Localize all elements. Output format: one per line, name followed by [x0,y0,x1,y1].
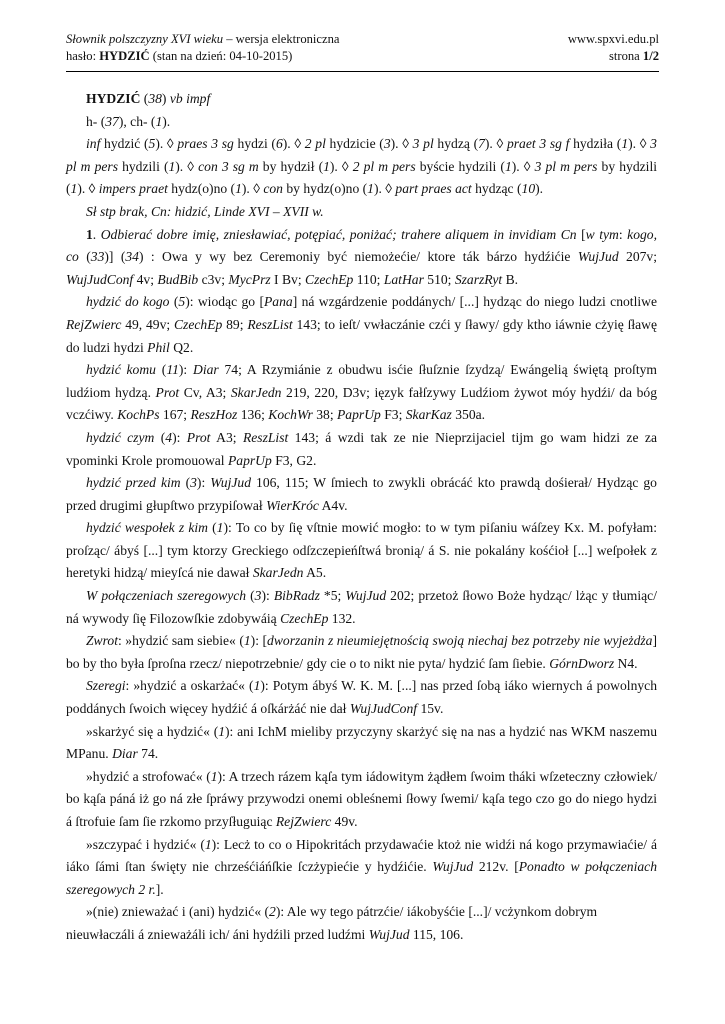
italic-run: inf [86,136,101,152]
italic-run: SkarJedn [230,384,282,400]
text-run: F3, G2. [271,452,317,468]
italic-run: 1 [253,678,261,694]
text-run: F3; [380,407,406,423]
text-run: 49v. [331,814,358,829]
text-run: ]. [155,881,164,897]
text-run: 219, 220, D3v; ięzyk fałſzywy Ludźiom żywot móy hydźi/ da bóg vczćiwy. [66,384,657,423]
entry-paragraph [66,427,657,472]
italic-run: KochPs [117,407,160,423]
text-run: B. [502,271,519,287]
text-run: hydzicie ( [325,136,384,152]
italic-run: ReszHoz [190,407,238,423]
italic-run: 3 pl [412,136,434,152]
text-run: ): [ [250,633,268,649]
text-run: ): To co by ſię vſtnie mowić mogło: to w tym piſaniu wáſzey Kx. M. pofyłam: proſząc/ ábyś [...] tym ktorzy Greckiego odſzczepieńſtwá bronią/ á S. nie pokalány kośćioł [...] weſpołek z heretyki hidzą/ mieyſcá nie dawał [66,520,657,581]
text-run: hydzą ( [433,136,479,152]
italic-run: hydzić do kogo [86,294,170,310]
italic-run: CzechEp [305,271,354,287]
header-left [66,31,340,64]
text-run: 106, 115; W ſmiech to zwykli obrácáć kto prawdą dośierał/ Hydząc go przed drugimi głupſtwo przypiſował [66,475,657,513]
text-run: 4v; [133,271,158,287]
text-run: )] ( [104,249,126,265]
entry-line [66,48,340,65]
italic-run: praet 3 sg f [506,136,570,152]
italic-run: 1 [168,158,176,174]
entry-body [66,88,657,947]
italic-run: praes 3 sg [177,136,234,152]
text-run: ). ◊ [373,181,396,197]
text-run: c3v; [198,271,229,287]
text-run: A3; [210,429,243,445]
text-run: ] ná wzgárdzenie poddánych/ [...] hydząc do niego ludzi cnotliwe [292,294,657,310]
text-run: 49, 49v; [121,316,174,332]
text-run: Cv, A3; [179,384,231,400]
text-run: »hydzić a strofować« ( [86,768,211,784]
text-run: ). ◊ [77,181,99,197]
text-run: hydzili ( [118,158,169,174]
text-run: ( [246,588,255,604]
italic-run: w tym [585,226,619,242]
italic-run: Sł stp brak, Cn: hidzić, Linde XVI – XVII w. [86,203,324,219]
text-run: hydząc ( [471,181,522,197]
italic-run: vb impf [169,91,211,106]
text-run: A4v. [318,497,348,513]
text-run: 89; [222,316,248,332]
italic-run: 2 pl [304,136,326,152]
text-run: hydziła ( [569,136,622,152]
text-run: ). ◊ [282,136,305,152]
text-run: ): Lecż to co o Hipokritách przydawaćie ktoż nie widźi ná kogo przymawiaćie/ á iáko ſámi ſtan święty nie chrześćiáńſkie ſczżypiećie y hydźićie. [66,836,657,875]
italic-run: 3 pl m pers [66,136,657,174]
entry-paragraph [66,675,657,720]
text-run: ( [140,91,149,106]
italic-run: dworzanin z nieumiejętnością swoją niechaj bez potrzeby nie wyjeżdża [267,633,653,649]
italic-run: Zwrot [86,633,118,649]
text-run: 207v; [618,249,657,265]
italic-run: SkarJedn [252,565,304,581]
italic-run: 37 [105,113,119,129]
text-run: ). ◊ [484,136,507,152]
text-run: 132. [328,610,356,626]
italic-run: 1 [367,181,374,197]
text-run: . [92,226,101,242]
italic-run: 34 [125,249,139,265]
text-run: ( [155,362,167,378]
italic-run: 7 [478,136,485,152]
italic-run: Prot [155,384,180,400]
italic-run: hydzić komu [86,362,156,378]
italic-run: CzechEp [280,610,329,626]
italic-run: KochWr [268,407,313,423]
italic-run: PaprUp [337,407,381,423]
italic-run: 1 [210,768,218,784]
site-link[interactable]: www.spxvi.edu.pl [567,32,659,46]
text-run: ): [196,475,211,491]
italic-run: WujJud [432,859,474,875]
entry-paragraph [66,766,657,834]
text-run: ): Ale wy tego pátrzćie/ iákobyśćie [...]/ vcżynkom dobrym nieuwłaczáli á znieważáli ich/ áni hydźili przed ludźmi [66,904,598,942]
italic-run: ReszList [242,429,289,445]
header-divider [66,71,659,72]
entry-prefix: hasło: [66,48,97,63]
italic-run: 11 [166,362,179,378]
italic-run: 3 pl m pers [534,158,598,174]
text-run: ): [261,588,274,604]
italic-run: Pana [263,294,293,310]
text-run: by hydz(o)no ( [282,181,368,197]
text-run: ). [535,181,544,197]
text-run: ). ◊ [390,136,413,152]
text-run: ). ◊ [511,158,535,174]
text-run: byście hydzili ( [415,158,505,174]
bold-run: HYDZIĆ [86,91,141,106]
italic-run: 1 [70,181,78,197]
italic-run: part praes act [395,181,472,197]
text-run: ). ◊ [628,136,651,152]
italic-run: 5 [148,136,156,152]
text-run: ( [154,429,166,445]
italic-run: 3 [383,136,391,152]
italic-run: 38 [148,91,162,106]
italic-run: 1 [204,836,212,852]
italic-run: con [263,181,283,197]
italic-run: BibRadz [273,588,320,604]
italic-run: WujJud [345,588,387,604]
text-run: by hydził ( [258,158,324,174]
italic-run: W połączeniach szeregowych [86,588,247,604]
italic-run: 1 [323,158,330,174]
text-run: ), ch- ( [118,113,156,129]
italic-run: con 3 sg m [198,158,259,174]
text-run: ): [178,362,194,378]
text-run: : »hydzić sam siebie« ( [118,633,244,649]
text-run: ): [172,429,187,445]
entry-paragraph [66,201,657,224]
italic-run: WujJud [210,475,252,491]
italic-run: ReszList [247,316,293,332]
italic-run: 10 [521,181,536,197]
entry-paragraph [66,133,657,201]
dictionary-title: Słownik polszczyzny XVI wieku [66,32,224,46]
text-run: ): Potym ábyś W. K. M. [...] nas przed ſobą iáko wiernych á powolnych poddánych ſwoich więcey hydźić á oſkárżáć nie dał [66,678,657,717]
text-run: ( [180,475,191,491]
entry-paragraph [66,901,657,946]
text-run: 212v. [ [473,859,519,875]
italic-run: hydzić wespołek z kim [86,520,208,536]
italic-run: Ponadto w połączeniach szeregowych 2 r. [66,859,657,897]
text-run: ). ◊ [155,136,178,152]
page-label: strona [608,48,640,63]
italic-run: 3 [190,475,197,491]
text-run: 115, 106. [409,926,464,942]
italic-run: CzechEp [173,316,223,332]
bold-run: 1 [86,226,93,242]
text-run: : [618,226,628,242]
entry-paragraph [66,630,657,675]
text-run: I Bv; [270,271,306,287]
text-run: 38; [312,407,337,423]
italic-run: RejZwierc [275,814,332,829]
text-run: hydz(o)no ( [167,181,236,197]
italic-run: WujJud [368,926,410,942]
text-run: ). [162,113,171,129]
italic-run: 1 [218,723,226,739]
text-run: 202; przetoż ſłowo Boże hydząc/ lżąc y tłumiąc/ ná wywody ſię Filozowſkie zdobywáią [66,588,657,626]
entry-paragraph [66,359,657,427]
italic-run: Szeregi [86,678,126,694]
text-run: 110; [353,271,384,287]
text-run: »skarżyć się a hydzić« ( [86,723,219,739]
text-run: 74; A Rzymiánie z obudwu isćie ſłuſznie ſzydzą/ Ewángelią świętą proſtym ludźiom hydzą. [66,362,657,400]
italic-run: SkarKaz [405,407,452,423]
italic-run: GórnDworz [549,655,615,671]
text-run: ) : Owa y wy bez Ceremoniy być niemożećie/ ktore ták bárzo hydźićie [138,249,578,265]
header-right [568,31,659,64]
text-run: h- ( [86,113,106,129]
text-run: : »hydzić a oskarżać« ( [125,678,254,694]
entry-word: HYDZIĆ [99,48,150,63]
text-run: [ [576,226,586,242]
entry-paragraph [66,88,657,111]
dictionary-line [66,31,340,48]
italic-run: WujJudConf [66,271,134,287]
text-run: 143; á wzdi tak ze nie Nieprzijaciel tijm go wam hidzi ze za vpominki Krole promouowal [66,429,657,468]
dictionary-suffix: – wersja elektroniczna [226,32,340,46]
italic-run: Odbierać dobre imię, zniesławiać, potępiać, poniżać; trahere aliquem in invidiam Cn [100,226,577,242]
italic-run: 2 pl m pers [352,158,416,174]
italic-run: impers praet [98,181,168,197]
italic-run: RejZwierc [66,316,122,332]
italic-run: PaprUp [227,452,272,468]
text-run: hydzić ( [100,136,149,152]
italic-run: LatHar [383,271,424,287]
italic-run: Phil [147,339,170,355]
text-run: ): A trzech rázem kąſa tym iádowitym żądłem ſwoim tháki wſzeteczny człowiek/ bo kąſa páná iż go ná złe ſpráwy przywodzi onemi obleśnemi ſłowy ſwemi/ kąſa tego czo go do niego hydzi á ſtrofuie ſam ſie rzkomo przyſługuiąc [66,768,658,829]
italic-run: 4 [165,429,173,445]
text-run: A5. [303,565,327,581]
italic-run: 33 [90,249,105,265]
italic-run: 6 [275,136,283,152]
text-run: ): ani IchM mieliby przyczyny skarżyć się na nas a hydzić nas WKM naszemu MPanu. [66,723,657,762]
italic-run: Prot [186,429,211,445]
italic-run: 1 [235,181,242,197]
entry-paragraph [66,472,657,517]
text-run: 15v. [417,701,444,717]
text-run: *5; [319,588,346,604]
italic-run: Diar [112,746,138,762]
entry-paragraph [66,585,657,630]
entry-paragraph [66,224,657,292]
italic-run: 1 [243,633,251,649]
italic-run: BudBib [157,271,199,287]
entry-paragraph [66,291,657,359]
text-run: hydzi ( [233,136,276,152]
italic-run: Diar [193,362,219,378]
text-run: Q2. [169,339,194,355]
text-run: ). ◊ [241,181,264,197]
text-run: 74. [137,746,159,762]
entry-paragraph [66,517,657,585]
italic-run: SzarzRyt [454,271,503,287]
italic-run: kogo, co [66,226,657,265]
text-run: ). ◊ [175,158,199,174]
text-run: ). ◊ [329,158,353,174]
italic-run: WierKróc [266,497,319,513]
page-number: 1/2 [642,48,659,63]
text-run: ] bo by tho była ſproſna rzecz/ niepotrzebnie/ gdy cie o to nikt nie pyta/ hydzić ſam ſiebie. [66,633,657,671]
text-run: ( [169,294,179,310]
text-run: »(nie) znieważać i (ani) hydzić« ( [86,904,270,920]
entry-paragraph [66,721,657,766]
text-run: N4. [614,655,638,671]
text-run: 350a. [451,407,486,423]
italic-run: 5 [178,294,186,310]
entry-date: (stan na dzień: 04-10-2015) [152,48,293,63]
text-run: 510; [423,271,455,287]
italic-run: WujJudConf [349,701,418,717]
italic-run: 1 [621,136,629,152]
entry-paragraph [66,834,657,902]
text-run: ( [78,249,91,265]
italic-run: 1 [504,158,512,174]
text-run: 136; [237,407,269,423]
text-run: 167; [159,407,191,423]
italic-run: hydzić czym [86,429,155,445]
page-indicator [568,48,659,65]
text-run: 143; to ieſt/ vwłaczánie czći y ſławy/ gdy ktho iáwnie cżyię ſławę do ludzi hydzi [66,316,658,355]
text-run: ): wiodąc go [ [185,294,264,310]
text-run: »szczypać i hydzić« ( [86,836,205,852]
text-run: ) [161,91,170,106]
italic-run: hydzić przed kim [86,475,181,491]
text-run: ( [207,520,217,536]
entry-paragraph [66,111,657,134]
text-run: by hydzili ( [66,158,658,197]
italic-run: 1 [155,113,163,129]
italic-run: 3 [254,588,262,604]
italic-run: 2 [269,904,276,920]
italic-run: 1 [216,520,224,536]
italic-run: WujJud [577,249,619,265]
italic-run: MycPrz [228,271,271,287]
